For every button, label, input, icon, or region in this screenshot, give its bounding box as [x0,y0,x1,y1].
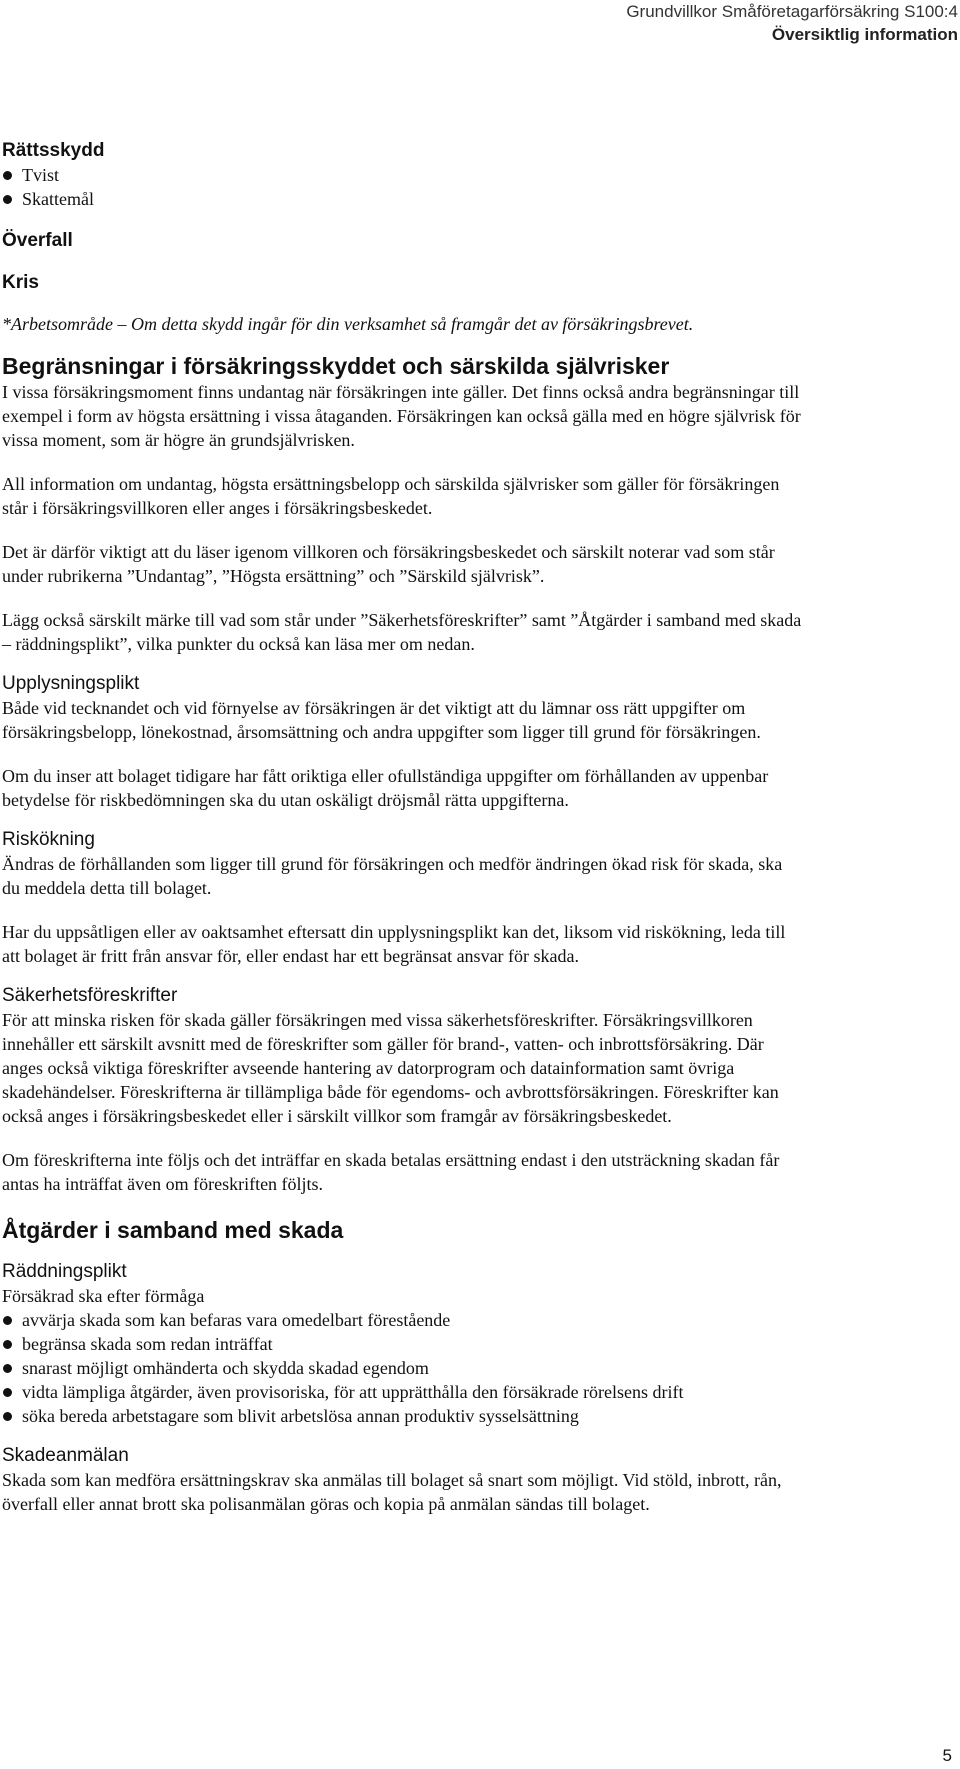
paragraph: Försäkrad ska efter förmåga [2,1286,205,1306]
list-item: vidta lämpliga åtgärder, även provisoriska, för att upprätthålla den försäkrade rörelsens drift [2,1380,802,1404]
paragraph: För att minska risken för skada gäller försäkringen med vissa säkerhetsföreskrifter. Försäkringsvillkoren innehåller ett särskilt avsnitt med de föreskrifter som gäller för brand-, vatten- och inbrottsförsäkring. Där anges också viktiga föreskrifter avseende hantering av datorprogram och datainformation samt övriga skadehändelser. Föreskrifterna är tillämpliga både för egendoms- och avbrottsförsäkringen. Föreskrifter kan också anges i försäkringsbeskedet eller i särskilt villkor som framgår av försäkringsbeskedet. [2,1010,779,1126]
paragraph: All information om undantag, högsta ersättningsbelopp och särskilda självrisker som gäller för försäkringen står i försäkringsvillkoren eller anges i försäkringsbeskedet. [2,474,780,518]
heading-atgarder: Åtgärder i samband med skada [2,1217,344,1243]
bullet-icon [3,1364,12,1373]
bullet-icon [3,1388,12,1397]
paragraph: Både vid tecknandet och vid förnyelse av försäkringen är det viktigt att du lämnar oss rätt uppgifter om försäkringsbelopp, lönekostnad, årsomsättning och andra uppgifter som ligger till grund för försäkringen. [2,698,761,742]
heading-overfall: Överfall [2,230,73,251]
bullet-icon [3,171,12,180]
list-item: begränsa skada som redan inträffat [2,1332,802,1356]
arbetsomrade-note: *Arbetsområde – Om detta skydd ingår för din verksamhet så framgår det av försäkringsbrevet. [2,314,694,334]
paragraph: Skada som kan medföra ersättningskrav ska anmälas till bolaget så snart som möjligt. Vid stöld, inbrott, rån, överfall eller annat brott ska polisanmälan göras och kopia på anmälan sändas till bolaget. [2,1470,782,1514]
paragraph: Om föreskrifterna inte följs och det inträffar en skada betalas ersättning endast i den utsträckning skadan får antas ha inträffat även om föreskriften följts. [2,1150,780,1194]
heading-begransningar: Begränsningar i försäkringsskyddet och särskilda självrisker [2,353,670,379]
heading-riskokning: Riskökning [2,829,95,850]
list-item: avvärja skada som kan befaras vara omedelbart förestående [2,1308,802,1332]
heading-sakerhetsforeskrifter: Säkerhetsföreskrifter [2,985,178,1006]
heading-upplysningsplikt: Upplysningsplikt [2,673,140,694]
list-item: Skattemål [2,187,802,211]
document-body [2,139,802,1516]
heading-kris: Kris [2,272,39,293]
heading-rattsskydd: Rättsskydd [2,140,105,161]
paragraph: Om du inser att bolaget tidigare har fått oriktiga eller ofullständiga uppgifter om förhållanden av uppenbar betydelse för riskbedömningen ska du utan oskäligt dröjsmål rätta uppgifterna. [2,766,769,810]
list-item: söka bereda arbetstagare som blivit arbetslösa annan produktiv sysselsättning [2,1404,802,1428]
paragraph: Ändras de förhållanden som ligger till grund för försäkringen och medför ändringen ökad risk för skada, ska du meddela detta till bolaget. [2,854,783,898]
paragraph: Lägg också särskilt märke till vad som står under ”Säkerhetsföreskrifter” samt ”Åtgärder i samband med skada – räddningsplikt”, vilka punkter du också kan läsa mer om nedan. [2,610,802,654]
list-item: Tvist [2,163,802,187]
heading-skadeanmalan: Skadeanmälan [2,1445,129,1466]
paragraph: Har du uppsåtligen eller av oaktsamhet eftersatt din upplysningsplikt kan det, liksom vid riskökning, leda till att bolaget är fritt från ansvar för, eller endast har ett begränsat ansvar för skada. [2,922,786,966]
document-subtitle: Översiktlig information [771,25,958,44]
raddningsplikt-list [2,1308,802,1428]
list-item: snarast möjligt omhänderta och skydda skadad egendom [2,1356,802,1380]
paragraph: I vissa försäkringsmoment finns undantag när försäkringen inte gäller. Det finns också andra begränsningar till exempel i form av högsta ersättning i vissa åtaganden. Försäkringen kan också gälla med en högre självrisk för vissa moment, som är högre än grundsjälvrisken. [2,382,801,450]
page-header [626,0,958,46]
heading-raddningsplikt: Räddningsplikt [2,1261,127,1282]
rattsskydd-list [2,163,802,211]
bullet-icon [3,1316,12,1325]
bullet-icon [3,195,12,204]
bullet-icon [3,1340,12,1349]
paragraph: Det är därför viktigt att du läser igenom villkoren och försäkringsbeskedet och särskilt noterar vad som står under rubrikerna ”Undantag”, ”Högsta ersättning” och ”Särskild självrisk”. [2,542,775,586]
document-title: Grundvillkor Småföretagarförsäkring S100:4 [626,2,958,21]
bullet-icon [3,1412,12,1421]
page-number: 5 [942,1746,952,1765]
